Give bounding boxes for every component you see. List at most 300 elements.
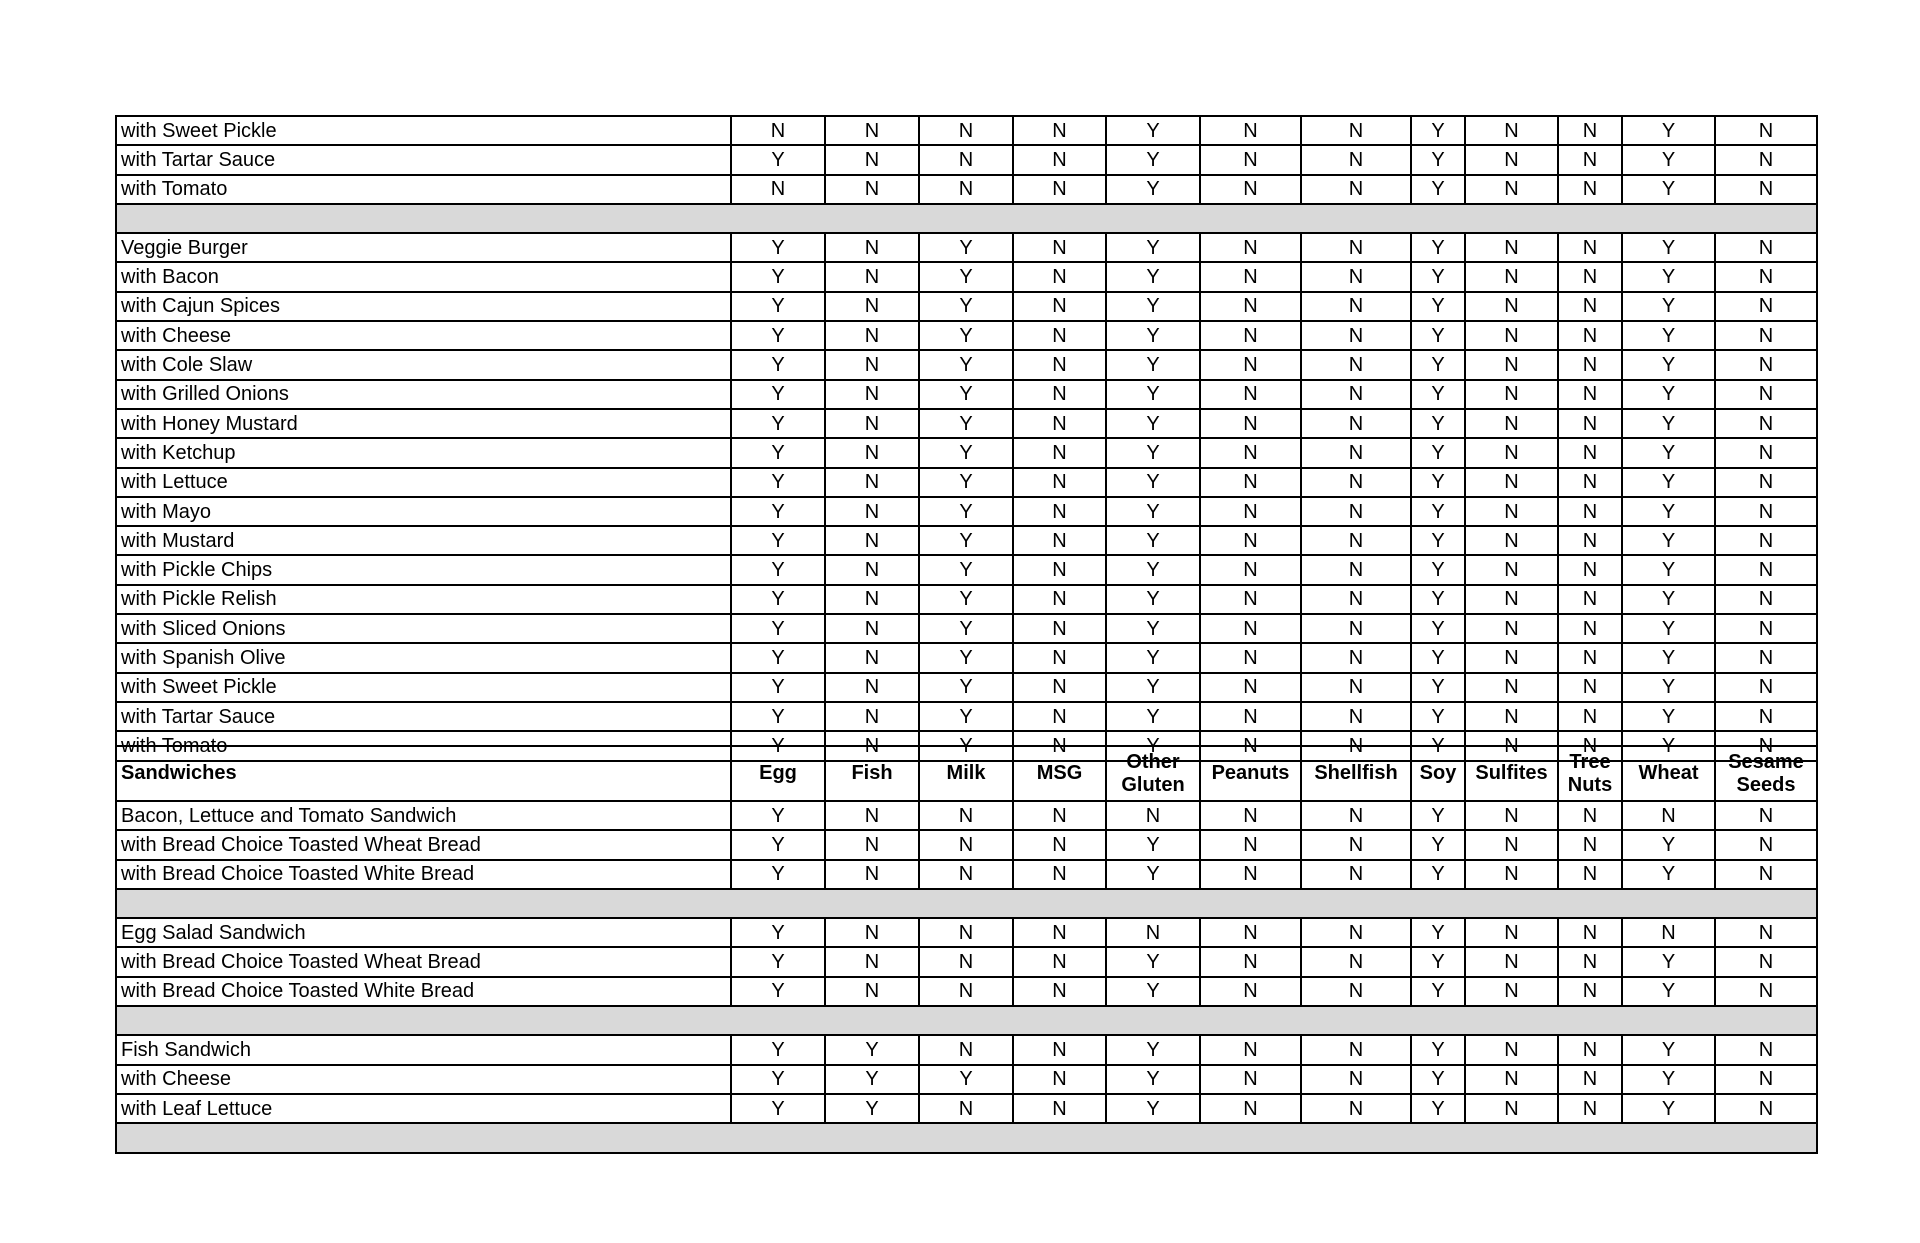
allergen-flag: N bbox=[1200, 555, 1301, 584]
allergen-flag: Y bbox=[919, 292, 1013, 321]
allergen-flag: Y bbox=[1622, 292, 1715, 321]
allergen-flag: N bbox=[1715, 1094, 1817, 1123]
allergen-flag: N bbox=[1200, 1035, 1301, 1064]
allergen-flag: N bbox=[1200, 468, 1301, 497]
column-header-text: Wheat bbox=[1638, 762, 1699, 784]
menu-item-name: with Tartar Sauce bbox=[116, 145, 731, 174]
allergen-flag: Y bbox=[1411, 555, 1465, 584]
allergen-flag: N bbox=[825, 350, 919, 379]
allergen-flag: N bbox=[1013, 555, 1106, 584]
column-header-text: Other bbox=[1126, 750, 1180, 773]
allergen-flag: Y bbox=[919, 468, 1013, 497]
allergen-flag: N bbox=[1013, 801, 1106, 830]
allergen-flag: N bbox=[1301, 409, 1411, 438]
allergen-flag: N bbox=[1558, 526, 1622, 555]
allergen-flag: N bbox=[1558, 380, 1622, 409]
allergen-flag: Y bbox=[731, 1094, 825, 1123]
allergen-flag: Y bbox=[731, 918, 825, 947]
allergen-flag: N bbox=[1558, 116, 1622, 145]
allergen-flag: N bbox=[1715, 673, 1817, 702]
allergen-flag: N bbox=[1715, 1065, 1817, 1094]
allergen-flag: N bbox=[1558, 175, 1622, 204]
allergen-flag: N bbox=[1200, 321, 1301, 350]
allergen-flag: N bbox=[1013, 350, 1106, 379]
allergen-flag: Y bbox=[919, 233, 1013, 262]
allergen-flag: Y bbox=[1106, 643, 1200, 672]
allergen-flag: Y bbox=[1622, 614, 1715, 643]
allergen-flag: Y bbox=[919, 643, 1013, 672]
allergen-flag: Y bbox=[731, 673, 825, 702]
table-row bbox=[116, 1094, 1817, 1123]
table-row bbox=[116, 175, 1817, 204]
allergen-flag: N bbox=[1715, 860, 1817, 889]
allergen-flag: N bbox=[1465, 262, 1558, 291]
allergen-flag: N bbox=[1013, 468, 1106, 497]
allergen-flag: N bbox=[1465, 1094, 1558, 1123]
allergen-flag: N bbox=[1558, 947, 1622, 976]
allergen-flag: N bbox=[1715, 977, 1817, 1006]
allergen-flag: N bbox=[1200, 731, 1301, 760]
allergen-table-body bbox=[116, 116, 1817, 761]
allergen-flag: N bbox=[1013, 233, 1106, 262]
allergen-flag: N bbox=[919, 1035, 1013, 1064]
allergen-flag: N bbox=[825, 643, 919, 672]
allergen-flag: N bbox=[1301, 830, 1411, 859]
allergen-flag: N bbox=[1558, 1094, 1622, 1123]
table-row bbox=[116, 1035, 1817, 1064]
allergen-flag: N bbox=[1465, 830, 1558, 859]
allergen-flag: Y bbox=[1106, 702, 1200, 731]
allergen-flag: N bbox=[1301, 731, 1411, 760]
group-separator-row bbox=[116, 889, 1817, 918]
column-header bbox=[1465, 746, 1558, 801]
menu-item-name: with Pickle Chips bbox=[116, 555, 731, 584]
allergen-flag: N bbox=[1013, 1035, 1106, 1064]
column-header bbox=[919, 746, 1013, 801]
allergen-flag: N bbox=[1558, 801, 1622, 830]
allergen-flag: Y bbox=[731, 555, 825, 584]
menu-item-name: with Cheese bbox=[116, 321, 731, 350]
allergen-flag: Y bbox=[1411, 702, 1465, 731]
allergen-flag: N bbox=[825, 409, 919, 438]
allergen-flag: N bbox=[1715, 555, 1817, 584]
allergen-flag: N bbox=[1715, 731, 1817, 760]
allergen-flag: N bbox=[1013, 1094, 1106, 1123]
column-header bbox=[1411, 746, 1465, 801]
allergen-flag: N bbox=[1558, 262, 1622, 291]
allergen-flag: N bbox=[1715, 702, 1817, 731]
allergen-flag: N bbox=[1558, 614, 1622, 643]
allergen-flag: N bbox=[1200, 673, 1301, 702]
allergen-flag: N bbox=[919, 145, 1013, 174]
allergen-flag: Y bbox=[1106, 947, 1200, 976]
allergen-flag: N bbox=[1465, 233, 1558, 262]
allergen-flag: N bbox=[1200, 585, 1301, 614]
allergen-flag: N bbox=[1558, 350, 1622, 379]
allergen-flag: N bbox=[1200, 262, 1301, 291]
allergen-flag: Y bbox=[731, 526, 825, 555]
menu-item-name: with Lettuce bbox=[116, 468, 731, 497]
allergen-flag: N bbox=[1200, 1065, 1301, 1094]
menu-item-name: with Bread Choice Toasted Wheat Bread bbox=[116, 947, 731, 976]
allergen-flag: N bbox=[1465, 860, 1558, 889]
allergen-flag: N bbox=[1200, 526, 1301, 555]
allergen-flag: N bbox=[1301, 292, 1411, 321]
allergen-flag: N bbox=[825, 233, 919, 262]
allergen-flag: N bbox=[825, 175, 919, 204]
allergen-flag: Y bbox=[1106, 350, 1200, 379]
allergen-flag: N bbox=[1715, 116, 1817, 145]
allergen-flag: Y bbox=[825, 1065, 919, 1094]
allergen-flag: N bbox=[1013, 145, 1106, 174]
allergen-flag: N bbox=[919, 947, 1013, 976]
allergen-flag: Y bbox=[1411, 175, 1465, 204]
allergen-flag: N bbox=[1715, 801, 1817, 830]
allergen-flag: N bbox=[919, 1094, 1013, 1123]
allergen-flag: N bbox=[1558, 860, 1622, 889]
menu-item-name: with Sliced Onions bbox=[116, 614, 731, 643]
allergen-flag: Y bbox=[731, 977, 825, 1006]
allergen-flag: Y bbox=[1411, 262, 1465, 291]
allergen-flag: N bbox=[1465, 350, 1558, 379]
allergen-flag: N bbox=[1715, 409, 1817, 438]
allergen-flag: N bbox=[1465, 468, 1558, 497]
allergen-flag: Y bbox=[1106, 731, 1200, 760]
column-header bbox=[1200, 746, 1301, 801]
allergen-flag: N bbox=[825, 468, 919, 497]
allergen-flag: N bbox=[1200, 643, 1301, 672]
allergen-flag: Y bbox=[731, 830, 825, 859]
table-row bbox=[116, 497, 1817, 526]
allergen-flag: N bbox=[1558, 321, 1622, 350]
allergen-flag: Y bbox=[731, 497, 825, 526]
allergen-flag: N bbox=[1301, 526, 1411, 555]
allergen-flag: N bbox=[1465, 292, 1558, 321]
allergen-flag: Y bbox=[731, 468, 825, 497]
allergen-flag: N bbox=[1301, 1094, 1411, 1123]
allergen-flag: Y bbox=[1411, 380, 1465, 409]
allergen-flag: Y bbox=[731, 860, 825, 889]
allergen-flag: N bbox=[1013, 380, 1106, 409]
allergen-flag: N bbox=[1558, 438, 1622, 467]
allergen-flag: Y bbox=[731, 947, 825, 976]
allergen-flag: N bbox=[825, 947, 919, 976]
allergen-flag: Y bbox=[919, 497, 1013, 526]
allergen-flag: Y bbox=[1411, 860, 1465, 889]
allergen-flag: Y bbox=[1106, 409, 1200, 438]
allergen-flag: Y bbox=[1622, 409, 1715, 438]
allergen-flag: N bbox=[1558, 409, 1622, 438]
allergen-flag: N bbox=[1465, 175, 1558, 204]
allergen-flag: Y bbox=[1622, 860, 1715, 889]
menu-item-name: Veggie Burger bbox=[116, 233, 731, 262]
allergen-flag: N bbox=[1715, 643, 1817, 672]
allergen-flag: Y bbox=[1106, 830, 1200, 859]
allergen-flag: Y bbox=[1411, 673, 1465, 702]
table-row bbox=[116, 262, 1817, 291]
allergen-flag: Y bbox=[825, 1094, 919, 1123]
allergen-flag: N bbox=[1200, 350, 1301, 379]
table-row bbox=[116, 830, 1817, 859]
allergen-flag: Y bbox=[1411, 350, 1465, 379]
allergen-flag: Y bbox=[1106, 860, 1200, 889]
allergen-flag: Y bbox=[1622, 350, 1715, 379]
menu-item-name: with Cheese bbox=[116, 1065, 731, 1094]
allergen-flag: N bbox=[1465, 380, 1558, 409]
allergen-flag: Y bbox=[1411, 438, 1465, 467]
menu-item-name: with Mustard bbox=[116, 526, 731, 555]
allergen-flag: Y bbox=[731, 438, 825, 467]
allergen-flag: N bbox=[1301, 350, 1411, 379]
allergen-flag: N bbox=[731, 175, 825, 204]
allergen-flag: Y bbox=[731, 614, 825, 643]
allergen-flag: Y bbox=[1106, 1035, 1200, 1064]
allergen-flag: N bbox=[1465, 947, 1558, 976]
allergen-flag: N bbox=[1200, 409, 1301, 438]
allergen-flag: N bbox=[1558, 918, 1622, 947]
allergen-flag: N bbox=[1465, 673, 1558, 702]
table-row bbox=[116, 977, 1817, 1006]
allergen-flag: N bbox=[1465, 977, 1558, 1006]
table-row bbox=[116, 673, 1817, 702]
allergen-flag: N bbox=[1715, 175, 1817, 204]
allergen-flag: N bbox=[1200, 292, 1301, 321]
allergen-flag: Y bbox=[1622, 643, 1715, 672]
allergen-flag: N bbox=[825, 438, 919, 467]
column-header-text: Soy bbox=[1419, 762, 1457, 784]
allergen-flag: N bbox=[1013, 175, 1106, 204]
allergen-flag: N bbox=[825, 262, 919, 291]
column-header bbox=[731, 746, 825, 801]
table-row bbox=[116, 116, 1817, 145]
allergen-flag: N bbox=[1013, 614, 1106, 643]
menu-item-name: Bacon, Lettuce and Tomato Sandwich bbox=[116, 801, 731, 830]
allergen-flag: Y bbox=[1622, 1035, 1715, 1064]
allergen-flag: Y bbox=[1622, 585, 1715, 614]
allergen-flag: N bbox=[1301, 555, 1411, 584]
allergen-flag: N bbox=[825, 977, 919, 1006]
allergen-flag: Y bbox=[1622, 731, 1715, 760]
column-header-text: Sesame bbox=[1728, 750, 1804, 773]
allergen-flag: N bbox=[1715, 918, 1817, 947]
allergen-flag: N bbox=[1200, 702, 1301, 731]
allergen-flag: Y bbox=[731, 585, 825, 614]
menu-item-name: with Tomato bbox=[116, 175, 731, 204]
allergen-flag: Y bbox=[1106, 321, 1200, 350]
allergen-flag: Y bbox=[1622, 555, 1715, 584]
allergen-flag: Y bbox=[731, 292, 825, 321]
allergen-flag: Y bbox=[1411, 977, 1465, 1006]
allergen-flag: Y bbox=[919, 585, 1013, 614]
allergen-flag: Y bbox=[731, 702, 825, 731]
column-header bbox=[1715, 746, 1817, 801]
allergen-flag: N bbox=[1301, 321, 1411, 350]
table-row bbox=[116, 860, 1817, 889]
allergen-flag: N bbox=[1200, 380, 1301, 409]
allergen-flag: N bbox=[1715, 145, 1817, 174]
allergen-flag: Y bbox=[919, 438, 1013, 467]
allergen-flag: N bbox=[825, 673, 919, 702]
allergen-flag: Y bbox=[919, 262, 1013, 291]
allergen-flag: N bbox=[825, 555, 919, 584]
column-header bbox=[1558, 746, 1622, 801]
table-row bbox=[116, 1065, 1817, 1094]
allergen-flag: N bbox=[1013, 262, 1106, 291]
table-row bbox=[116, 233, 1817, 262]
allergen-flag: N bbox=[1013, 947, 1106, 976]
allergen-flag: N bbox=[1301, 1035, 1411, 1064]
allergen-flag: N bbox=[1465, 145, 1558, 174]
allergen-flag: N bbox=[1465, 731, 1558, 760]
allergen-flag: N bbox=[919, 116, 1013, 145]
allergen-flag: N bbox=[1465, 555, 1558, 584]
allergen-flag: N bbox=[825, 801, 919, 830]
allergen-flag: Y bbox=[1411, 526, 1465, 555]
allergen-flag: Y bbox=[1622, 947, 1715, 976]
allergen-flag: N bbox=[825, 860, 919, 889]
menu-item-name: Egg Salad Sandwich bbox=[116, 918, 731, 947]
group-separator-row bbox=[116, 1006, 1817, 1035]
allergen-flag: N bbox=[1013, 526, 1106, 555]
allergen-flag: N bbox=[1301, 262, 1411, 291]
allergen-flag: Y bbox=[1622, 380, 1715, 409]
allergen-flag: Y bbox=[1411, 643, 1465, 672]
column-header-text: Gluten bbox=[1121, 773, 1185, 796]
allergen-flag: N bbox=[1013, 977, 1106, 1006]
allergen-table-continued bbox=[115, 115, 1818, 762]
allergen-flag: N bbox=[1558, 497, 1622, 526]
allergen-flag: Y bbox=[1106, 585, 1200, 614]
allergen-flag: N bbox=[1558, 702, 1622, 731]
allergen-flag: Y bbox=[1622, 116, 1715, 145]
allergen-flag: Y bbox=[1106, 116, 1200, 145]
allergen-flag: Y bbox=[1106, 262, 1200, 291]
allergen-flag: N bbox=[1715, 438, 1817, 467]
allergen-flag: N bbox=[825, 830, 919, 859]
allergen-flag: N bbox=[1200, 233, 1301, 262]
allergen-flag: N bbox=[825, 292, 919, 321]
column-header-text: Milk bbox=[946, 762, 986, 784]
allergen-flag: Y bbox=[1622, 702, 1715, 731]
allergen-flag: N bbox=[1715, 614, 1817, 643]
allergen-flag: Y bbox=[1106, 145, 1200, 174]
column-header bbox=[1622, 746, 1715, 801]
allergen-flag: Y bbox=[731, 643, 825, 672]
allergen-flag: N bbox=[1013, 438, 1106, 467]
allergen-flag: N bbox=[1558, 233, 1622, 262]
allergen-flag: N bbox=[1465, 116, 1558, 145]
allergen-flag: N bbox=[1301, 233, 1411, 262]
allergen-flag: N bbox=[1465, 643, 1558, 672]
allergen-flag: Y bbox=[1411, 497, 1465, 526]
allergen-flag: N bbox=[825, 918, 919, 947]
column-header-text: Egg bbox=[759, 762, 797, 784]
allergen-flag: Y bbox=[919, 380, 1013, 409]
column-header bbox=[825, 746, 919, 801]
column-header bbox=[1301, 746, 1411, 801]
allergen-flag: Y bbox=[919, 526, 1013, 555]
table-row bbox=[116, 702, 1817, 731]
allergen-flag: Y bbox=[731, 409, 825, 438]
allergen-flag: N bbox=[1013, 321, 1106, 350]
allergen-flag: N bbox=[1465, 409, 1558, 438]
allergen-flag: N bbox=[1558, 468, 1622, 497]
group-separator bbox=[116, 204, 1817, 233]
table-row bbox=[116, 292, 1817, 321]
sandwiches-allergen-table bbox=[115, 745, 1818, 1154]
allergen-flag: N bbox=[1200, 947, 1301, 976]
allergen-flag: N bbox=[1013, 116, 1106, 145]
allergen-flag: Y bbox=[1622, 497, 1715, 526]
allergen-flag: N bbox=[1301, 977, 1411, 1006]
allergen-flag: N bbox=[1715, 497, 1817, 526]
group-separator-row bbox=[116, 204, 1817, 233]
section-title: Sandwiches bbox=[116, 746, 731, 801]
allergen-flag: Y bbox=[1106, 673, 1200, 702]
allergen-flag: N bbox=[1558, 830, 1622, 859]
allergen-flag: Y bbox=[1106, 526, 1200, 555]
menu-item-name: with Sweet Pickle bbox=[116, 116, 731, 145]
menu-item-name: with Bread Choice Toasted White Bread bbox=[116, 860, 731, 889]
allergen-flag: N bbox=[1465, 526, 1558, 555]
column-header-text: Peanuts bbox=[1211, 762, 1290, 784]
allergen-flag: N bbox=[731, 116, 825, 145]
allergen-flag: N bbox=[1465, 585, 1558, 614]
menu-item-name: with Sweet Pickle bbox=[116, 673, 731, 702]
menu-item-name: with Bread Choice Toasted White Bread bbox=[116, 977, 731, 1006]
allergen-flag: N bbox=[825, 702, 919, 731]
allergen-flag: N bbox=[1301, 380, 1411, 409]
allergen-flag: Y bbox=[1411, 145, 1465, 174]
allergen-flag: N bbox=[1465, 1035, 1558, 1064]
allergen-flag: Y bbox=[1411, 918, 1465, 947]
menu-item-name: with Pickle Relish bbox=[116, 585, 731, 614]
allergen-flag: Y bbox=[1411, 233, 1465, 262]
allergen-flag: Y bbox=[1106, 977, 1200, 1006]
table-row bbox=[116, 614, 1817, 643]
group-separator bbox=[116, 889, 1817, 918]
table-row bbox=[116, 380, 1817, 409]
allergen-flag: Y bbox=[1622, 175, 1715, 204]
allergen-flag: N bbox=[1301, 673, 1411, 702]
table-row bbox=[116, 555, 1817, 584]
allergen-flag: Y bbox=[731, 380, 825, 409]
allergen-flag: Y bbox=[1622, 438, 1715, 467]
allergen-flag: N bbox=[1200, 830, 1301, 859]
allergen-flag: Y bbox=[1411, 585, 1465, 614]
allergen-flag: Y bbox=[1411, 409, 1465, 438]
allergen-flag: N bbox=[1200, 116, 1301, 145]
allergen-flag: Y bbox=[1622, 830, 1715, 859]
table-row bbox=[116, 801, 1817, 830]
menu-item-name: with Mayo bbox=[116, 497, 731, 526]
allergen-flag: N bbox=[1013, 585, 1106, 614]
allergen-flag: N bbox=[1715, 1035, 1817, 1064]
allergen-flag: N bbox=[1622, 918, 1715, 947]
table-row bbox=[116, 947, 1817, 976]
allergen-flag: Y bbox=[919, 321, 1013, 350]
allergen-flag: N bbox=[1200, 438, 1301, 467]
allergen-flag: N bbox=[1200, 145, 1301, 174]
allergen-flag: N bbox=[1465, 438, 1558, 467]
allergen-flag: Y bbox=[919, 702, 1013, 731]
allergen-flag: Y bbox=[1106, 292, 1200, 321]
allergen-flag: Y bbox=[1411, 116, 1465, 145]
column-header-text: Sulfites bbox=[1475, 762, 1548, 784]
column-header-text: Fish bbox=[851, 762, 893, 784]
allergen-flag: Y bbox=[731, 321, 825, 350]
allergen-flag: Y bbox=[1622, 233, 1715, 262]
